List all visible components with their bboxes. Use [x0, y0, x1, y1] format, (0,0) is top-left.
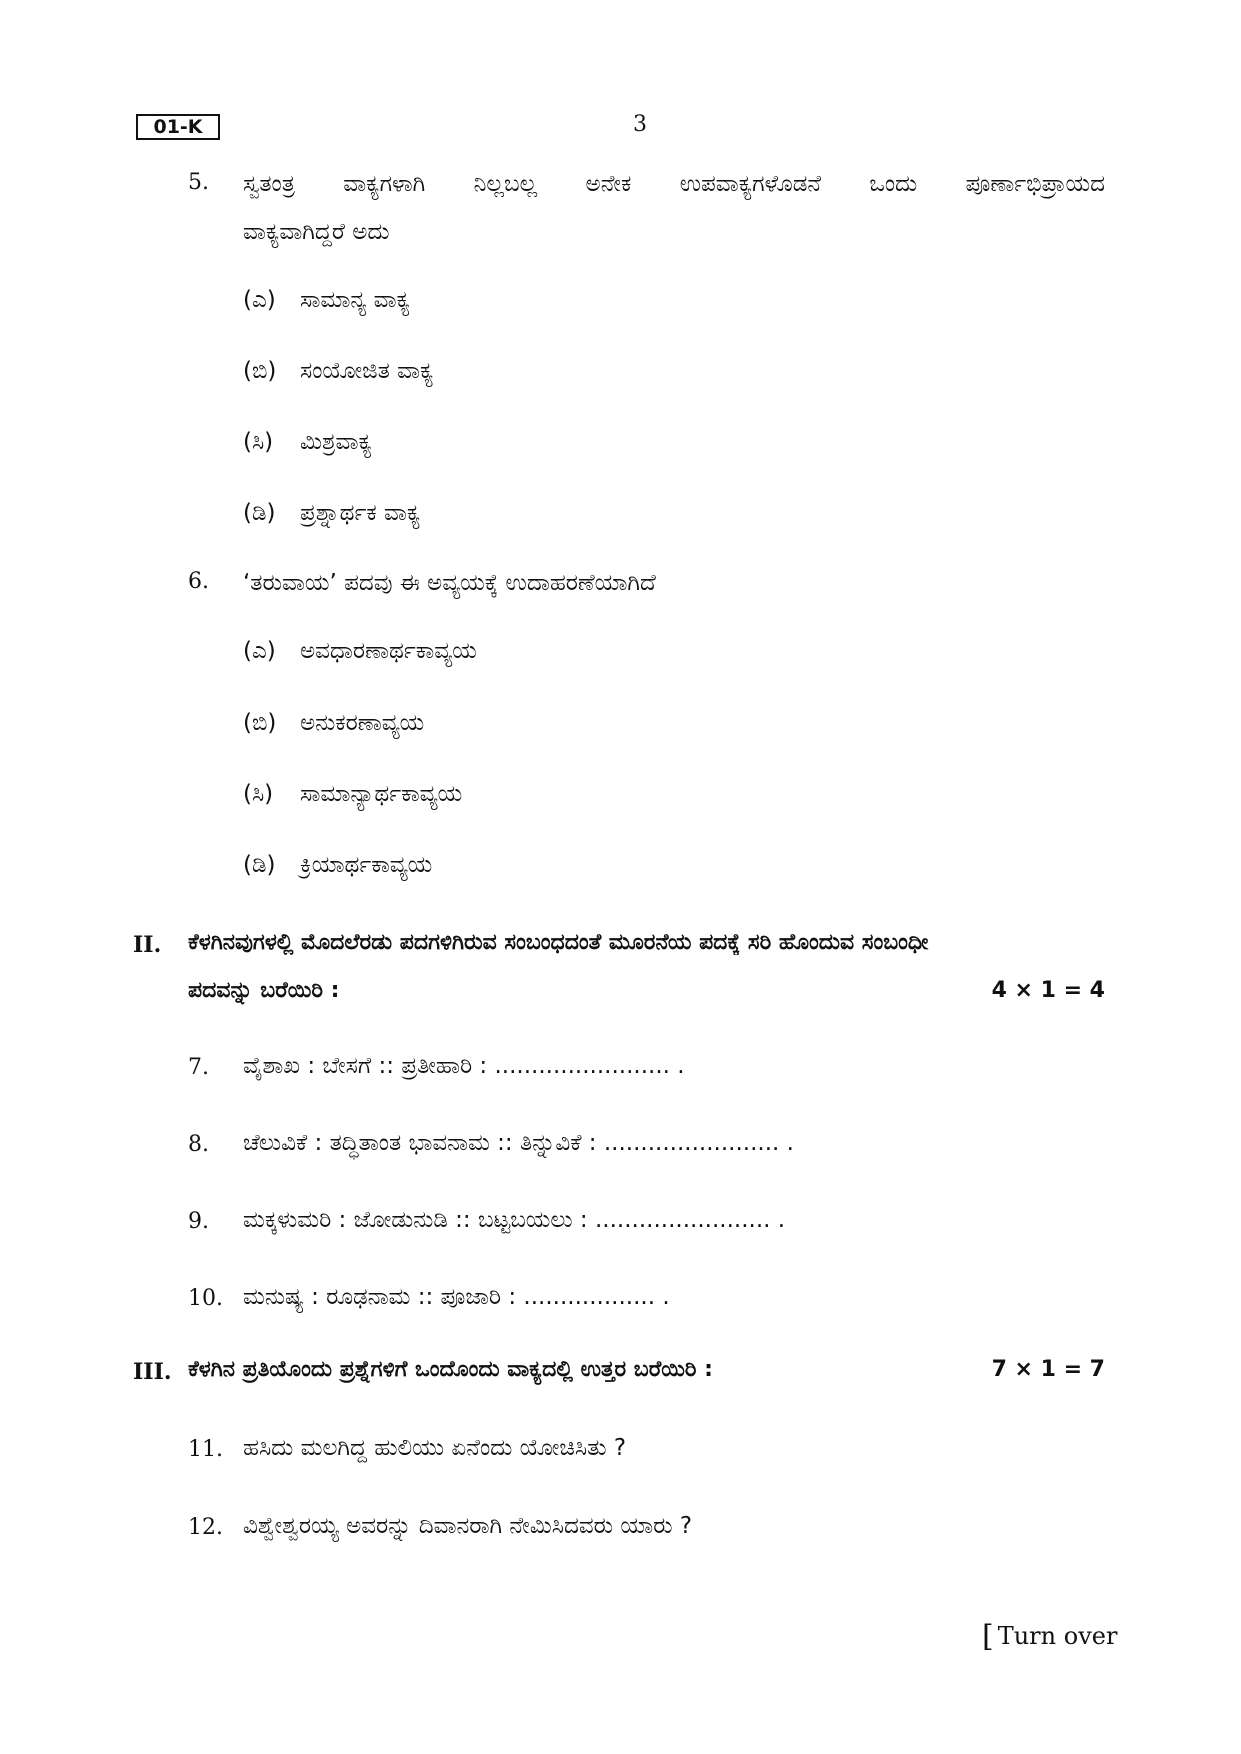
turn-over-label: Turn over [997, 1622, 1118, 1650]
q5-option-a: ಸಾಮಾನ್ಯ ವಾಕ್ಯ [300, 287, 411, 313]
q5-option-b: ಸಂಯೋಜಿತ ವಾಕ್ಯ [300, 358, 434, 384]
q8-number: 8. [188, 1132, 209, 1157]
q8-text: ಚೆಲುವಿಕೆ : ತದ್ಧಿತಾಂತ ಭಾವನಾಮ :: ತಿನ್ನುವಿಕೆ : ........................ . [243, 1130, 794, 1156]
q7-text: ವೈಶಾಖ : ಬೇಸಗೆ :: ಪ್ರತೀಹಾರಿ : ........................ . [243, 1053, 685, 1079]
turn-over-bracket: [ [982, 1619, 994, 1654]
q5-option-a-letter: (ಎ) [243, 287, 276, 313]
q6-option-a-letter: (ಎ) [243, 638, 276, 664]
turn-over-note [982, 1617, 1117, 1652]
paper-code: 01-K [136, 114, 220, 140]
q5-line1: ಸ್ವತಂತ್ರ ವಾಕ್ಯಗಳಾಗಿ ನಿಲ್ಲಬಲ್ಲ ಅನೇಕ ಉಪವಾಕ್ಯಗಳೊಡನೆ ಒಂದು ಪೂರ್ಣಾಭಿಪ್ರಾಯದ [243, 171, 1105, 197]
section-3-number: III. [133, 1359, 172, 1385]
q5-option-d-letter: (ಡಿ) [243, 500, 276, 526]
q5-option-c-letter: (ಸಿ) [243, 429, 274, 455]
q6-text: ‘ತರುವಾಯ’ ಪದವು ಈ ಅವ್ಯಯಕ್ಕೆ ಉದಾಹರಣೆಯಾಗಿದೆ [243, 570, 656, 596]
q11-text: ಹಸಿದು ಮಲಗಿದ್ದ ಹುಲಿಯು ಏನೆಂದು ಯೋಚಿಸಿತು ? [243, 1435, 627, 1461]
q11-number: 11. [188, 1437, 223, 1462]
q6-option-d: ಕ್ರಿಯಾರ್ಥಕಾವ್ಯಯ [300, 852, 433, 878]
q6-option-c: ಸಾಮಾನ್ಯಾರ್ಥಕಾವ್ಯಯ [300, 781, 463, 807]
q5-line2: ವಾಕ್ಯವಾಗಿದ್ದರೆ ಅದು [243, 219, 390, 245]
section-2-marks: 4 × 1 = 4 [991, 978, 1105, 1003]
q6-option-d-letter: (ಡಿ) [243, 852, 276, 878]
q9-text: ಮಕ್ಕಳುಮರಿ : ಜೋಡುನುಡಿ :: ಬಟ್ಟಬಯಲು : ........................ . [243, 1207, 786, 1233]
q5-option-b-letter: (ಬಿ) [243, 358, 277, 384]
q7-number: 7. [188, 1055, 209, 1080]
section-3-text: ಕೆಳಗಿನ ಪ್ರತಿಯೊಂದು ಪ್ರಶ್ನೆಗಳಿಗೆ ಒಂದೊಂದು ವಾಕ್ಯದಲ್ಲಿ ಉತ್ತರ ಬರೆಯಿರಿ : [188, 1357, 713, 1382]
q12-number: 12. [188, 1515, 223, 1540]
q6-option-b-letter: (ಬಿ) [243, 710, 277, 736]
q6-option-a: ಅವಧಾರಣಾರ್ಥಕಾವ್ಯಯ [300, 638, 477, 664]
q9-number: 9. [188, 1209, 209, 1234]
q5-option-c: ಮಿಶ್ರವಾಕ್ಯ [300, 429, 372, 455]
q5-option-d: ಪ್ರಶ್ನಾರ್ಥಕ ವಾಕ್ಯ [300, 500, 421, 526]
section-2-line1: ಕೆಳಗಿನವುಗಳಲ್ಲಿ ಮೊದಲೆರಡು ಪದಗಳಿಗಿರುವ ಸಂಬಂಧದಂತೆ ಮೂರನೆಯ ಪದಕ್ಕೆ ಸರಿ ಹೊಂದುವ ಸಂಬಂಧೀ [188, 930, 929, 955]
q10-number: 10. [188, 1286, 223, 1311]
q6-option-b: ಅನುಕರಣಾವ್ಯಯ [300, 710, 425, 736]
section-2-line2: ಪದವನ್ನು ಬರೆಯಿರಿ : [188, 978, 340, 1003]
q6-option-c-letter: (ಸಿ) [243, 781, 274, 807]
section-3-marks: 7 × 1 = 7 [991, 1357, 1105, 1382]
section-2-number: II. [133, 932, 162, 958]
page-number: 3 [633, 112, 647, 137]
q6-number: 6. [188, 569, 209, 594]
q12-text: ವಿಶ್ವೇಶ್ವರಯ್ಯ ಅವರನ್ನು ದಿವಾನರಾಗಿ ನೇಮಿಸಿದವರು ಯಾರು ? [243, 1513, 693, 1539]
q10-text: ಮನುಷ್ಯ : ರೂಢನಾಮ :: ಪೂಜಾರಿ : .................. . [243, 1284, 670, 1310]
q5-number: 5. [188, 170, 209, 195]
